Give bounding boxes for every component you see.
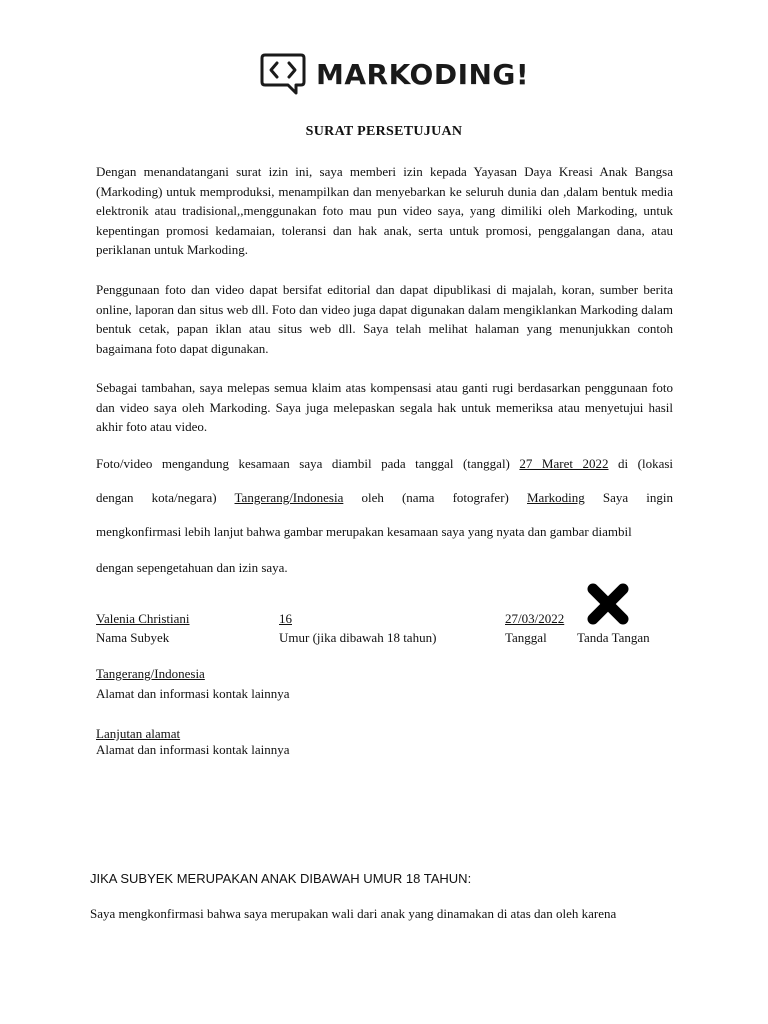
photographer-value: Markoding [527, 490, 585, 505]
address-continuation-value: Lanjutan alamat [96, 726, 181, 741]
minor-section-text: Saya mengkonfirmasi bahwa saya merupakan wali dari anak yang dinamakan di atas dan oleh karena [90, 906, 617, 921]
minor-section-heading: JIKA SUBYEK MERUPAKAN ANAK DIBAWAH UMUR 18 TAHUN: [90, 871, 472, 886]
chat-bubble-code-icon [260, 52, 306, 96]
subject-age-label: Umur (jika dibawah 18 tahun) [279, 630, 437, 645]
x-mark-icon [586, 582, 630, 626]
signature-label: Tanda Tangan [577, 630, 650, 645]
photo-date-value: 27 Maret 2022 [519, 456, 609, 471]
photo-statement-text: Foto/video mengandung kesamaan saya diambil pada tanggal (tanggal) [96, 456, 510, 471]
subject-name-value: Valenia Christiani [96, 611, 190, 626]
photo-statement-line-1 [96, 456, 673, 472]
photo-location-value: Tangerang/Indonesia [234, 490, 344, 505]
photo-statement-line-4: dengan sepengetahuan dan izin saya. [96, 560, 288, 575]
address-label: Alamat dan informasi kontak lainnya [96, 686, 290, 701]
subject-age-value: 16 [279, 611, 292, 626]
photo-statement-line-3: mengkonfirmasi lebih lanjut bahwa gambar merupakan kesamaan saya yang nyata dan gambar diambil [96, 524, 632, 539]
photo-statement-text: dengan kota/negara) [96, 490, 217, 505]
photo-statement-text: di (lokasi [618, 456, 674, 471]
address-continuation-label: Alamat dan informasi kontak lainnya [96, 742, 290, 757]
photo-statement-text: Saya ingin [602, 490, 674, 505]
paragraph-release: Sebagai tambahan, saya melepas semua klaim atas kompensasi atau ganti rugi berdasarkan penggunaan foto dan video saya oleh Markoding. Saya juga melepaskan segala hak untuk memeriksa atau menyetujui hasil akhir foto atau video. [96, 380, 673, 434]
logo-text: MARKODING! [316, 57, 530, 91]
markoding-logo [260, 52, 529, 96]
photo-statement-line-2 [96, 490, 673, 506]
paragraph-usage: Penggunaan foto dan video dapat bersifat editorial dan dapat dipublikasi di majalah, koran, sumber berita online, laporan dan situs web dll. Foto dan video juga dapat digunakan dalam mengiklankan Markoding dalam bentuk cetak, papan iklan atau situs web dll. Saya telah melihat halaman yang menunjukkan contoh bagaimana foto dapat digunakan. [96, 282, 673, 356]
subject-name-label: Nama Subyek [96, 630, 170, 645]
subject-date-label: Tanggal [505, 630, 547, 645]
paragraph-consent: Dengan menandatangani surat izin ini, saya memberi izin kepada Yayasan Daya Kreasi Anak Bangsa (Markoding) untuk memproduksi, menampilkan dan menyebarkan ke seluruh dunia dan ,dalam bentuk media elektronik atau tradisional,,menggunakan foto mau pun video saya, yang dimiliki oleh Markoding, untuk kepentingan promosi kedamaian, toleransi dan hak anak, serta untuk promosi, penggalangan dana, atau periklanan untuk Markoding. [96, 164, 673, 257]
address-value: Tangerang/Indonesia [96, 666, 205, 681]
document-title: SURAT PERSETUJUAN [305, 124, 463, 139]
subject-date-value: 27/03/2022 [505, 611, 565, 626]
photo-statement-text: oleh (nama fotografer) [361, 490, 509, 505]
